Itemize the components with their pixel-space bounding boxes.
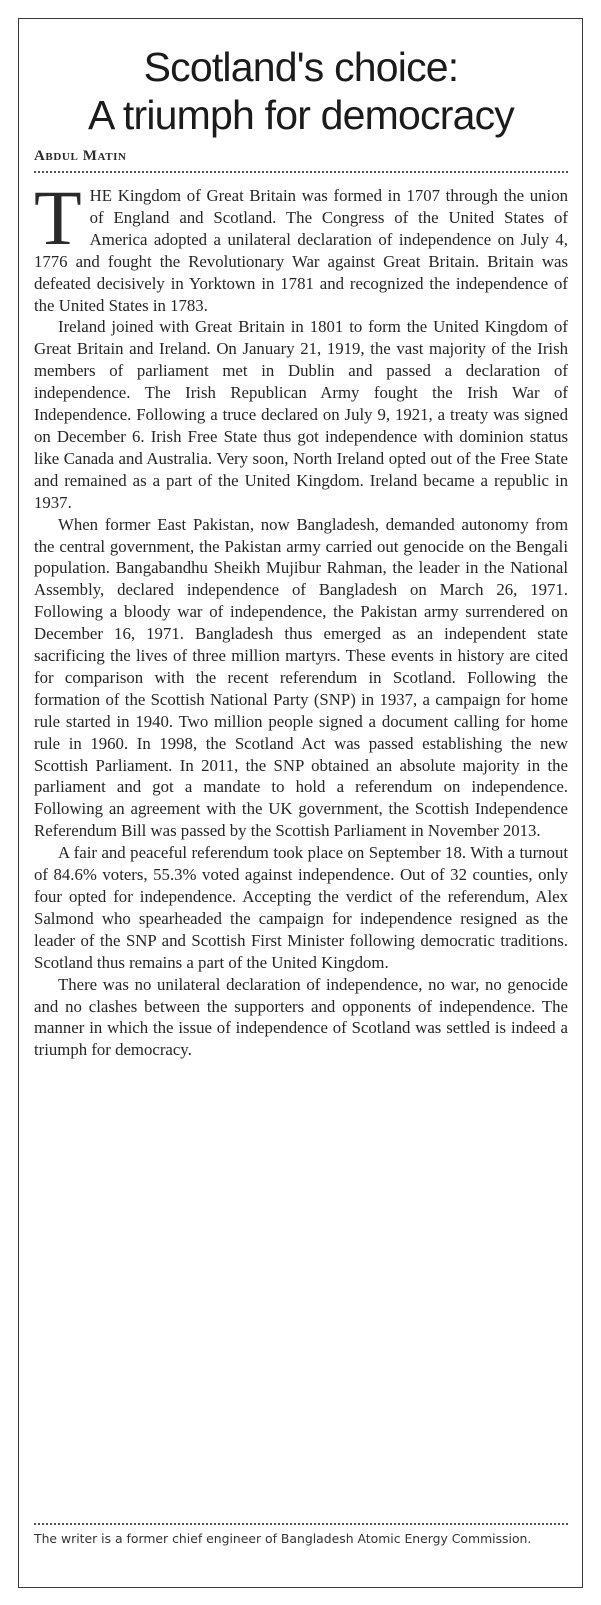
- headline-line-1: Scotland's choice:: [143, 44, 459, 90]
- article-frame: [18, 18, 583, 1588]
- byline-divider: [34, 171, 568, 173]
- drop-cap: T: [34, 174, 82, 261]
- paragraph-5: There was no unilateral declaration of independence, no war, no genocide and no clashes between the supporters and opponents of independence. The manner in which the issue of independence of Scotland was settled is indeed a triumph for democracy.: [34, 974, 568, 1060]
- byline: Abdul Matin: [34, 148, 127, 164]
- article-column: [34, 19, 568, 1061]
- article-body: [34, 174, 568, 1061]
- headline: [34, 43, 568, 139]
- paragraph-4: A fair and peaceful referendum took place on September 18. With a turnout of 84.6% voters, 55.3% voted against independence. Out of 32 counties, only four opted for independence. Accepting the verdict of the referendum, Alex Salmond who spearheaded the campaign for independence resigned as the leader of the SNP and Scottish First Minister following democratic traditions. Scotland thus remains a part of the United Kingdom.: [34, 843, 568, 972]
- paragraph-1-text: HE Kingdom of Great Britain was formed in 1707 through the union of England and Scotland. The Congress of the United States of America adopted a unilateral declaration of independence on July 4, 1776 and fought the Revolutionary War against Great Britain. Britain was defeated decisively in Yorktown in 1781 and recognized the independence of the United States in 1783.: [34, 186, 568, 315]
- headline-line-2: A triumph for democracy: [88, 92, 514, 138]
- paragraph-2: Ireland joined with Great Britain in 1801 to form the United Kingdom of Great Britain and Ireland. On January 21, 1919, the vast majority of the Irish members of parliament met in Dublin and passed a declaration of independence. The Irish Republican Army fought the Irish War of Independence. Following a truce declared on July 9, 1921, a treaty was signed on December 6. Irish Free State thus got independence with dominion status like Canada and Australia. Very soon, North Ireland opted out of the Free State and remained as a part of the United Kingdom. Ireland became a republic in 1937.: [34, 317, 568, 512]
- footer-divider: [34, 1523, 568, 1525]
- writer-note: The writer is a former chief engineer of Bangladesh Atomic Energy Commission.: [34, 1531, 532, 1546]
- paragraph-3: When former East Pakistan, now Bangladesh, demanded autonomy from the central government, the Pakistan army carried out genocide on the Bengali population. Bangabandhu Sheikh Mujibur Rahman, the leader in the National Assembly, declared independence of Bangladesh on March 26, 1971. Following a bloody war of independence, the Pakistan army surrendered on December 16, 1971. Bangladesh thus emerged as an independent state sacrificing the lives of three million martyrs. These events in history are cited for comparison with the recent referendum in Scotland. Following the formation of the Scottish National Party (SNP) in 1937, a campaign for home rule started in 1940. Two million people signed a document calling for home rule in 1960. In 1998, the Scotland Act was passed establishing the new Scottish Parliament. In 2011, the SNP obtained an absolute majority in the parliament and got a mandate to hold a referendum on independence. Following an agreement with the UK government, the Scottish Independence Referendum Bill was passed by the Scottish Parliament in November 2013.: [34, 514, 568, 841]
- paragraph-1: [34, 174, 568, 316]
